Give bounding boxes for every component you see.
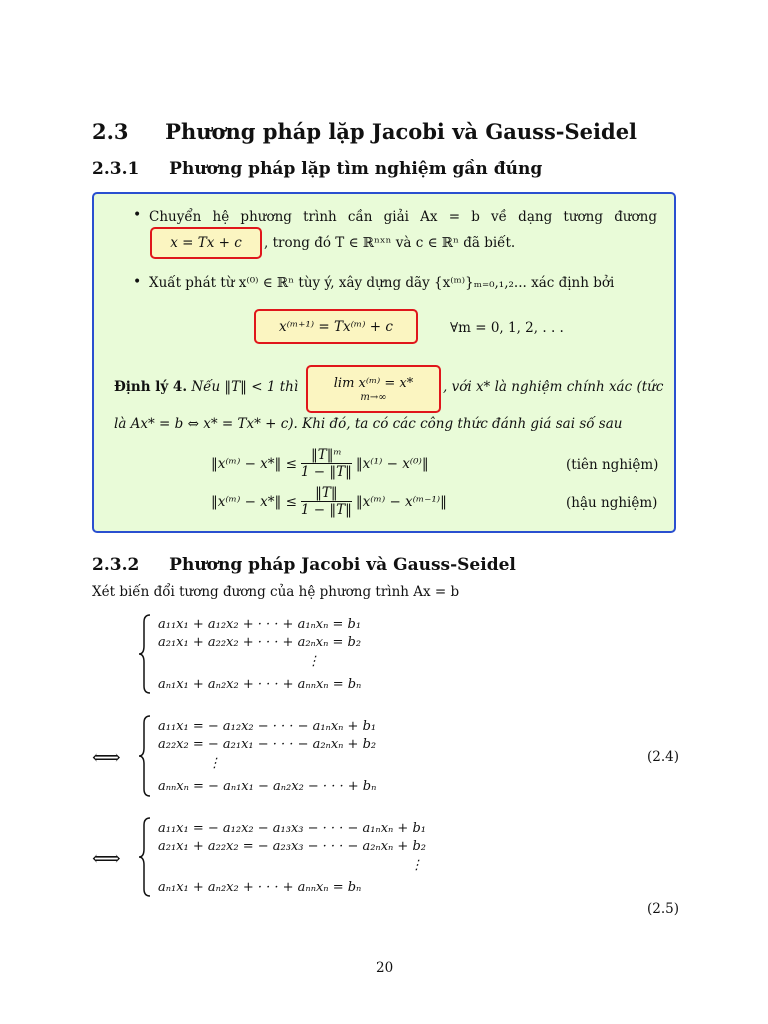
prior-label: (tiên nghiệm): [566, 457, 659, 473]
theorem-line-1: [114, 379, 298, 395]
bullet1-tail: , trong đó T ∈ ℝⁿˣⁿ và c ∈ ℝⁿ đã biết.: [264, 235, 516, 251]
subsection-number: 2.3.1: [92, 159, 140, 179]
left-brace-icon: [138, 715, 152, 797]
bullet1-text: Chuyển hệ phương trình cần giải Ax = b về dạng tương đương: [149, 209, 657, 225]
subsection-heading-1: [92, 159, 542, 179]
posterior-label: (hậu nghiệm): [566, 495, 658, 511]
bullet2-text: Xuất phát từ x⁽⁰⁾ ∈ ℝⁿ tùy ý, xây dựng dãy {x⁽ᵐ⁾}ₘ₌₀,₁,₂... xác định bởi: [149, 275, 615, 291]
iteration-equation-box: x⁽ᵐ⁺¹⁾ = Tx⁽ᵐ⁾ + c: [254, 309, 418, 344]
posterior-estimate: [211, 485, 447, 518]
left-brace-icon: [138, 614, 152, 694]
posterior-denominator: 1 − ‖T‖: [300, 502, 352, 518]
section-title: Phương pháp lặp Jacobi và Gauss-Seidel: [165, 119, 638, 144]
limit-expression: lim x⁽ᵐ⁾ = x*: [333, 375, 414, 391]
page-number: 20: [376, 960, 394, 976]
system1-row: ⋮: [307, 654, 320, 669]
posterior-fraction: [301, 485, 352, 518]
theorem-post: , với x* là nghiệm chính xác (tức: [443, 379, 664, 395]
system1-row: a₁₁x₁ + a₁₂x₂ + · · · + a₁ₙxₙ = b₁: [158, 617, 362, 632]
system1-row: aₙ₁x₁ + aₙ₂x₂ + · · · + aₙₙxₙ = bₙ: [158, 677, 362, 692]
posterior-numerator: ‖T‖: [301, 485, 352, 502]
system1-row: a₂₁x₁ + a₂₂x₂ + · · · + a₂ₙxₙ = b₂: [158, 635, 362, 650]
equivalence-icon: ⟺: [92, 846, 121, 870]
bullet-icon: •: [133, 207, 142, 223]
prior-numerator: ‖T‖ᵐ: [301, 447, 352, 464]
theorem-line-2: là Ax* = b ⇔ x* = Tx* + c). Khi đó, ta có các công thức đánh giá sai số sau: [114, 416, 623, 432]
limit-box: [306, 365, 441, 413]
subsection-title: Phương pháp Jacobi và Gauss-Seidel: [169, 555, 516, 575]
prior-fraction: [301, 447, 352, 480]
system2-row: a₁₁x₁ = − a₁₂x₂ − · · · − a₁ₙxₙ + b₁: [158, 719, 377, 734]
prior-denominator: 1 − ‖T‖: [300, 464, 352, 480]
system3-row: ⋮: [410, 858, 423, 873]
section-number: 2.3: [92, 119, 129, 144]
theorem-label: Định lý 4.: [114, 379, 188, 395]
prior-rhs: ‖x⁽¹⁾ − x⁽⁰⁾‖: [355, 455, 429, 472]
intro-text: Xét biến đổi tương đương của hệ phương trình Ax = b: [92, 584, 460, 600]
system3-row: a₂₁x₁ + a₂₂x₂ = − a₂₃x₃ − · · · − a₂ₙxₙ + b₂: [158, 839, 426, 854]
left-brace-icon: [138, 817, 152, 897]
equation-number-2-4: (2.4): [647, 749, 680, 765]
system3-row: a₁₁x₁ = − a₁₂x₂ − a₁₃x₃ − · · · − a₁ₙxₙ + b₁: [158, 821, 426, 836]
subsection-number: 2.3.2: [92, 555, 140, 575]
equation-number-2-5: (2.5): [647, 901, 680, 917]
system2-row: aₙₙxₙ = − aₙ₁x₁ − aₙ₂x₂ − · · · + bₙ: [158, 779, 377, 794]
theorem-pre: Nếu ‖T‖ < 1 thì: [191, 379, 299, 395]
posterior-rhs: ‖x⁽ᵐ⁾ − x⁽ᵐ⁻¹⁾‖: [355, 493, 447, 510]
prior-estimate: [211, 447, 429, 480]
equivalence-icon: ⟺: [92, 745, 121, 769]
transformed-equation-box: x = Tx + c: [150, 227, 262, 259]
prior-lhs: ‖x⁽ᵐ⁾ − x*‖ ≤: [211, 455, 297, 472]
system2-row: a₂₂x₂ = − a₂₁x₁ − · · · − a₂ₙxₙ + b₂: [158, 737, 377, 752]
system2-row: ⋮: [208, 756, 221, 771]
subsection-heading-2: [92, 555, 516, 575]
system3-row: aₙ₁x₁ + aₙ₂x₂ + · · · + aₙₙxₙ = bₙ: [158, 880, 362, 895]
iteration-condition: ∀m = 0, 1, 2, . . .: [450, 320, 564, 336]
limit-subscript: m→∞: [360, 391, 387, 403]
bullet-icon: •: [133, 274, 142, 290]
subsection-title: Phương pháp lặp tìm nghiệm gần đúng: [169, 159, 543, 179]
posterior-lhs: ‖x⁽ᵐ⁾ − x*‖ ≤: [211, 493, 297, 510]
section-heading: [92, 119, 637, 144]
